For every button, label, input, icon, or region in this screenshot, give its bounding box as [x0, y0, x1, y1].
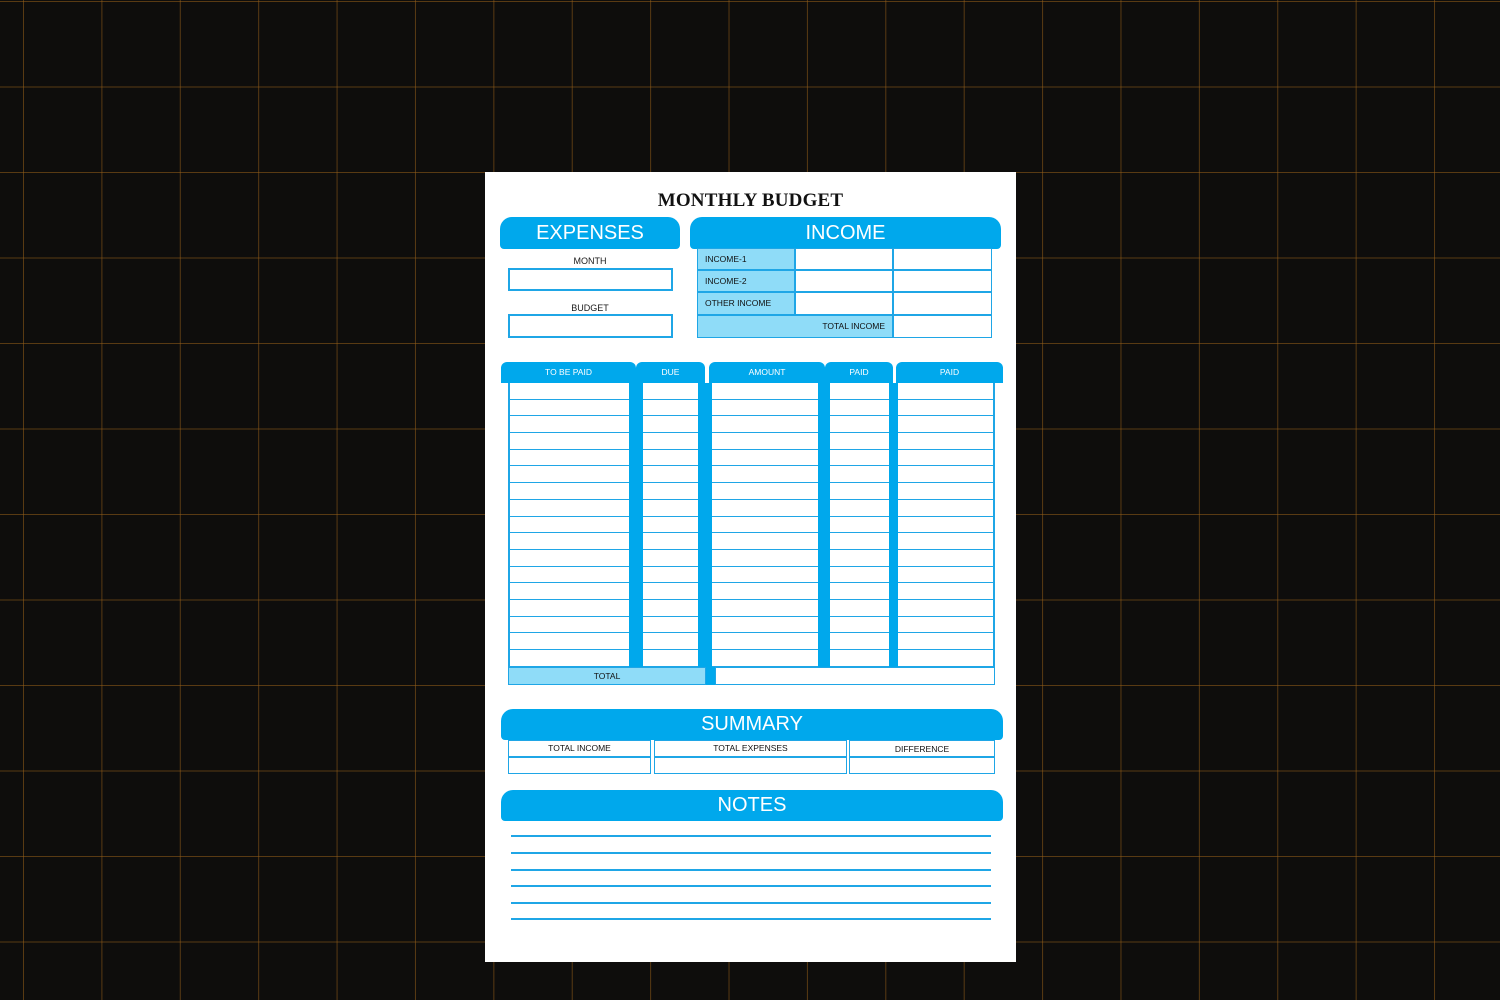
table-row-cell[interactable]	[898, 550, 993, 567]
table-row-cell[interactable]	[643, 650, 698, 667]
summary-total-income-label: TOTAL INCOME	[508, 740, 651, 757]
month-field[interactable]	[508, 268, 673, 291]
table-row-cell[interactable]	[898, 383, 993, 400]
table-row-cell[interactable]	[830, 617, 889, 634]
page-title: MONTHLY BUDGET	[657, 190, 844, 211]
table-row-cell[interactable]	[712, 533, 818, 550]
table-row-cell[interactable]	[712, 466, 818, 483]
table-row-cell[interactable]	[510, 383, 629, 400]
expenses-header: EXPENSES	[500, 217, 680, 249]
table-row-cell[interactable]	[830, 466, 889, 483]
table-row-cell[interactable]	[510, 483, 629, 500]
table-row-cell[interactable]	[712, 617, 818, 634]
budget-field[interactable]	[508, 314, 673, 338]
income-row-label: INCOME-2	[697, 270, 795, 292]
table-row-cell[interactable]	[643, 433, 698, 450]
table-row-cell[interactable]	[712, 583, 818, 600]
table-row-cell[interactable]	[643, 633, 698, 650]
summary-total-income-field[interactable]	[508, 757, 651, 774]
table-row-cell[interactable]	[510, 400, 629, 417]
total-income-value[interactable]	[893, 315, 992, 338]
col-paid	[825, 383, 896, 667]
notes-line[interactable]	[511, 835, 991, 837]
table-row-cell[interactable]	[830, 633, 889, 650]
table-row-cell[interactable]	[712, 550, 818, 567]
table-row-cell[interactable]	[643, 500, 698, 517]
table-row-cell[interactable]	[830, 500, 889, 517]
table-row-cell[interactable]	[643, 617, 698, 634]
table-row-cell[interactable]	[898, 583, 993, 600]
table-row-cell[interactable]	[643, 533, 698, 550]
table-row-cell[interactable]	[643, 600, 698, 617]
summary-total-expenses-field[interactable]	[654, 757, 847, 774]
budget-sheet	[485, 172, 1016, 962]
table-row-cell[interactable]	[898, 650, 993, 667]
notes-line[interactable]	[511, 852, 991, 854]
table-row-cell[interactable]	[830, 416, 889, 433]
table-row-cell[interactable]	[830, 533, 889, 550]
month-label: MONTH	[573, 256, 607, 266]
table-row-cell[interactable]	[712, 600, 818, 617]
table-row-cell[interactable]	[898, 433, 993, 450]
table-row-cell[interactable]	[510, 617, 629, 634]
summary-difference-field[interactable]	[849, 757, 995, 774]
table-row-cell[interactable]	[510, 433, 629, 450]
bills-total-value[interactable]	[715, 667, 995, 685]
table-row-cell[interactable]	[510, 466, 629, 483]
table-row-cell[interactable]	[830, 517, 889, 534]
total-divider	[706, 667, 715, 685]
col-header-paid: PAID	[825, 362, 893, 383]
table-row-cell[interactable]	[712, 416, 818, 433]
table-row-cell[interactable]	[830, 650, 889, 667]
table-row-cell[interactable]	[712, 517, 818, 534]
income-2-extra[interactable]	[893, 270, 992, 292]
bills-total-label: TOTAL	[508, 667, 706, 685]
table-row-cell[interactable]	[510, 583, 629, 600]
table-row-cell[interactable]	[898, 533, 993, 550]
other-income-value[interactable]	[795, 292, 893, 315]
col-header-due: DUE	[636, 362, 705, 383]
budget-label: BUDGET	[571, 303, 609, 313]
income-1-value[interactable]	[795, 248, 893, 270]
table-row-cell[interactable]	[712, 483, 818, 500]
table-row-cell[interactable]	[712, 567, 818, 584]
notes-line[interactable]	[511, 869, 991, 871]
table-row-cell[interactable]	[643, 583, 698, 600]
income-header: INCOME	[690, 217, 1001, 249]
table-row-cell[interactable]	[643, 517, 698, 534]
table-row-cell[interactable]	[510, 600, 629, 617]
table-row-cell[interactable]	[510, 517, 629, 534]
table-row-cell[interactable]	[830, 550, 889, 567]
col-header-amount: AMOUNT	[709, 362, 825, 383]
table-row-cell[interactable]	[712, 450, 818, 467]
table-row-cell[interactable]	[830, 400, 889, 417]
table-row-cell[interactable]	[510, 650, 629, 667]
col-header-paid-2: PAID	[896, 362, 1003, 383]
summary-header: SUMMARY	[501, 709, 1003, 740]
table-row-cell[interactable]	[643, 567, 698, 584]
table-row-cell[interactable]	[510, 450, 629, 467]
table-row-cell[interactable]	[898, 400, 993, 417]
table-row-cell[interactable]	[510, 633, 629, 650]
table-row-cell[interactable]	[898, 483, 993, 500]
table-row-cell[interactable]	[830, 600, 889, 617]
table-row-cell[interactable]	[643, 450, 698, 467]
table-row-cell[interactable]	[510, 550, 629, 567]
income-2-value[interactable]	[795, 270, 893, 292]
table-row-cell[interactable]	[712, 383, 818, 400]
table-row-cell[interactable]	[830, 483, 889, 500]
col-amount	[705, 383, 825, 667]
table-row-cell[interactable]	[712, 633, 818, 650]
table-row-cell[interactable]	[510, 416, 629, 433]
table-row-cell[interactable]	[898, 466, 993, 483]
table-row-cell[interactable]	[830, 567, 889, 584]
table-row-cell[interactable]	[898, 617, 993, 634]
table-row-cell[interactable]	[510, 567, 629, 584]
table-row-cell[interactable]	[898, 600, 993, 617]
notes-header: NOTES	[501, 790, 1003, 821]
table-row-cell[interactable]	[830, 383, 889, 400]
table-row-cell[interactable]	[830, 433, 889, 450]
total-income-label-cell: TOTAL INCOME	[697, 315, 893, 338]
income-row-label: INCOME-1	[697, 248, 795, 270]
col-to-be-paid	[508, 383, 636, 667]
table-row-cell[interactable]	[830, 450, 889, 467]
col-paid-2	[896, 383, 995, 667]
summary-total-expenses-label: TOTAL EXPENSES	[654, 740, 847, 757]
notes-line[interactable]	[511, 902, 991, 904]
notes-line[interactable]	[511, 918, 991, 920]
table-row-cell[interactable]	[712, 650, 818, 667]
income-1-extra[interactable]	[893, 248, 992, 270]
table-row-cell[interactable]	[712, 500, 818, 517]
table-row-cell[interactable]	[830, 583, 889, 600]
income-row-label: OTHER INCOME	[697, 292, 795, 315]
table-row-cell[interactable]	[510, 533, 629, 550]
table-row-cell[interactable]	[898, 567, 993, 584]
table-row-cell[interactable]	[643, 466, 698, 483]
table-row-cell[interactable]	[898, 517, 993, 534]
other-income-extra[interactable]	[893, 292, 992, 315]
col-due	[636, 383, 705, 667]
notes-line[interactable]	[511, 885, 991, 887]
summary-difference-label: DIFFERENCE	[849, 740, 995, 757]
table-row-cell[interactable]	[898, 633, 993, 650]
table-row-cell[interactable]	[643, 383, 698, 400]
table-row-cell[interactable]	[643, 483, 698, 500]
table-row-cell[interactable]	[898, 500, 993, 517]
table-row-cell[interactable]	[712, 400, 818, 417]
table-row-cell[interactable]	[510, 500, 629, 517]
col-header-to-be-paid: TO BE PAID	[501, 362, 636, 383]
table-row-cell[interactable]	[712, 433, 818, 450]
table-row-cell[interactable]	[643, 550, 698, 567]
table-row-cell[interactable]	[643, 400, 698, 417]
table-row-cell[interactable]	[898, 450, 993, 467]
table-row-cell[interactable]	[898, 416, 993, 433]
table-row-cell[interactable]	[643, 416, 698, 433]
